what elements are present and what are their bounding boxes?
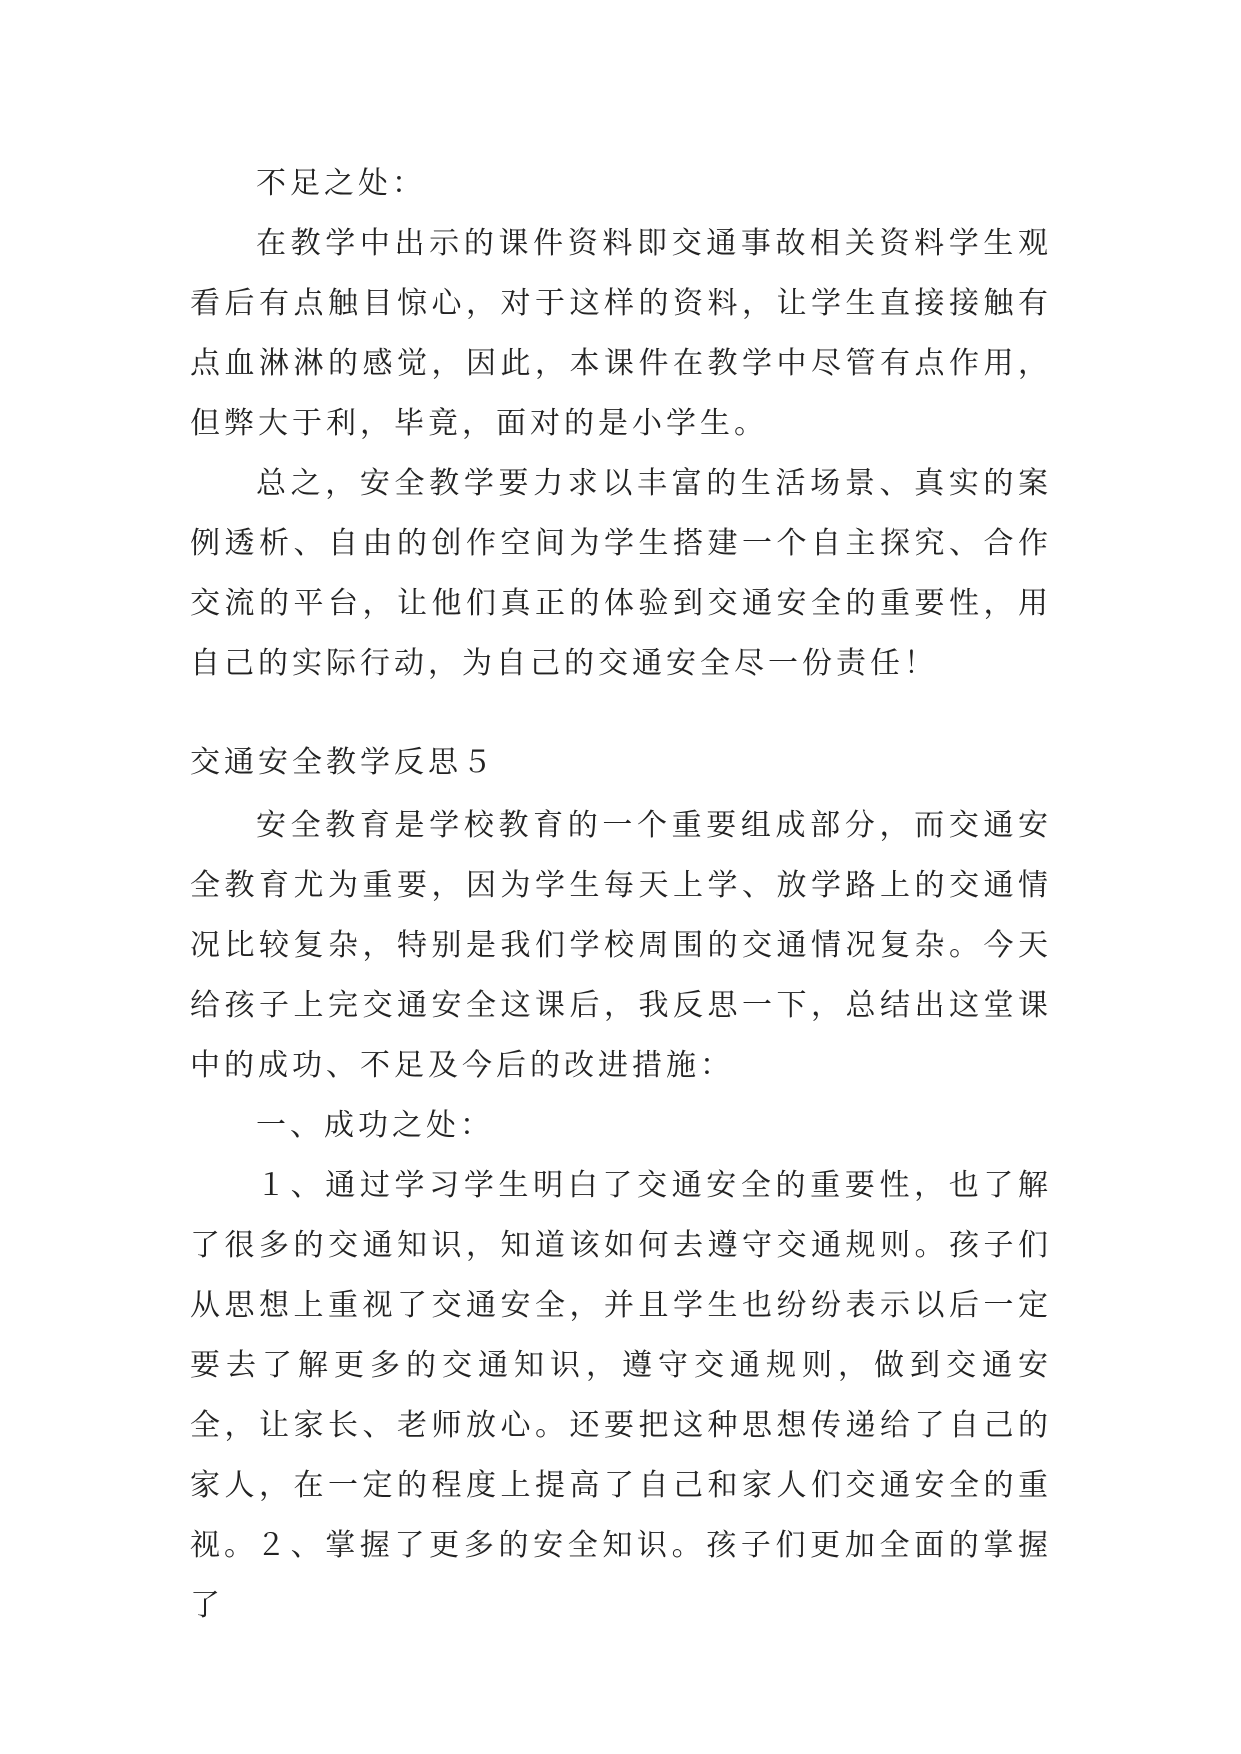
summary-paragraph: 总之，安全教学要力求以丰富的生活场景、真实的案例透析、自由的创作空间为学生搭建一个自主探究、合作交流的平台，让他们真正的体验到交通安全的重要性，用自己的实际行动，为自己的交通安全尽一份责任！ bbox=[190, 466, 1052, 681]
intro-paragraph: 安全教育是学校教育的一个重要组成部分，而交通安全教育尤为重要，因为学生每天上学、放学路上的交通情况比较复杂，特别是我们学校周围的交通情况复杂。今天给孩子上完交通安全这课后，我反思一下，总结出这堂课中的成功、不足及今后的改进措施： bbox=[190, 808, 1052, 1083]
success-point-2: ２、掌握了更多的安全知识。孩子们更加全面的掌握了 bbox=[190, 1528, 1052, 1623]
section-title: 交通安全教学反思５ bbox=[190, 745, 496, 780]
shortcoming-paragraph: 在教学中出示的课件资料即交通事故相关资料学生观看后有点触目惊心，对于这样的资料，让学生直接接触有点血淋淋的感觉，因此，本课件在教学中尽管有点作用，但弊大于利，毕竟，面对的是小学生。 bbox=[190, 226, 1052, 441]
success-heading: 一、成功之处： bbox=[256, 1108, 494, 1143]
success-point-1: １、通过学习学生明白了交通安全的重要性，也了解了很多的交通知识，知道该如何去遵守交通规则。孩子们从思想上重视了交通安全，并且学生也纷纷表示以后一定要去了解更多的交通知识，遵守交通规则，做到交通安全，让家长、老师放心。还要把这种思想传递给了自己的家人，在一定的程度上提高了自己和家人们交通安全的重视。 bbox=[190, 1168, 1052, 1563]
shortcoming-heading: 不足之处： bbox=[256, 166, 426, 201]
